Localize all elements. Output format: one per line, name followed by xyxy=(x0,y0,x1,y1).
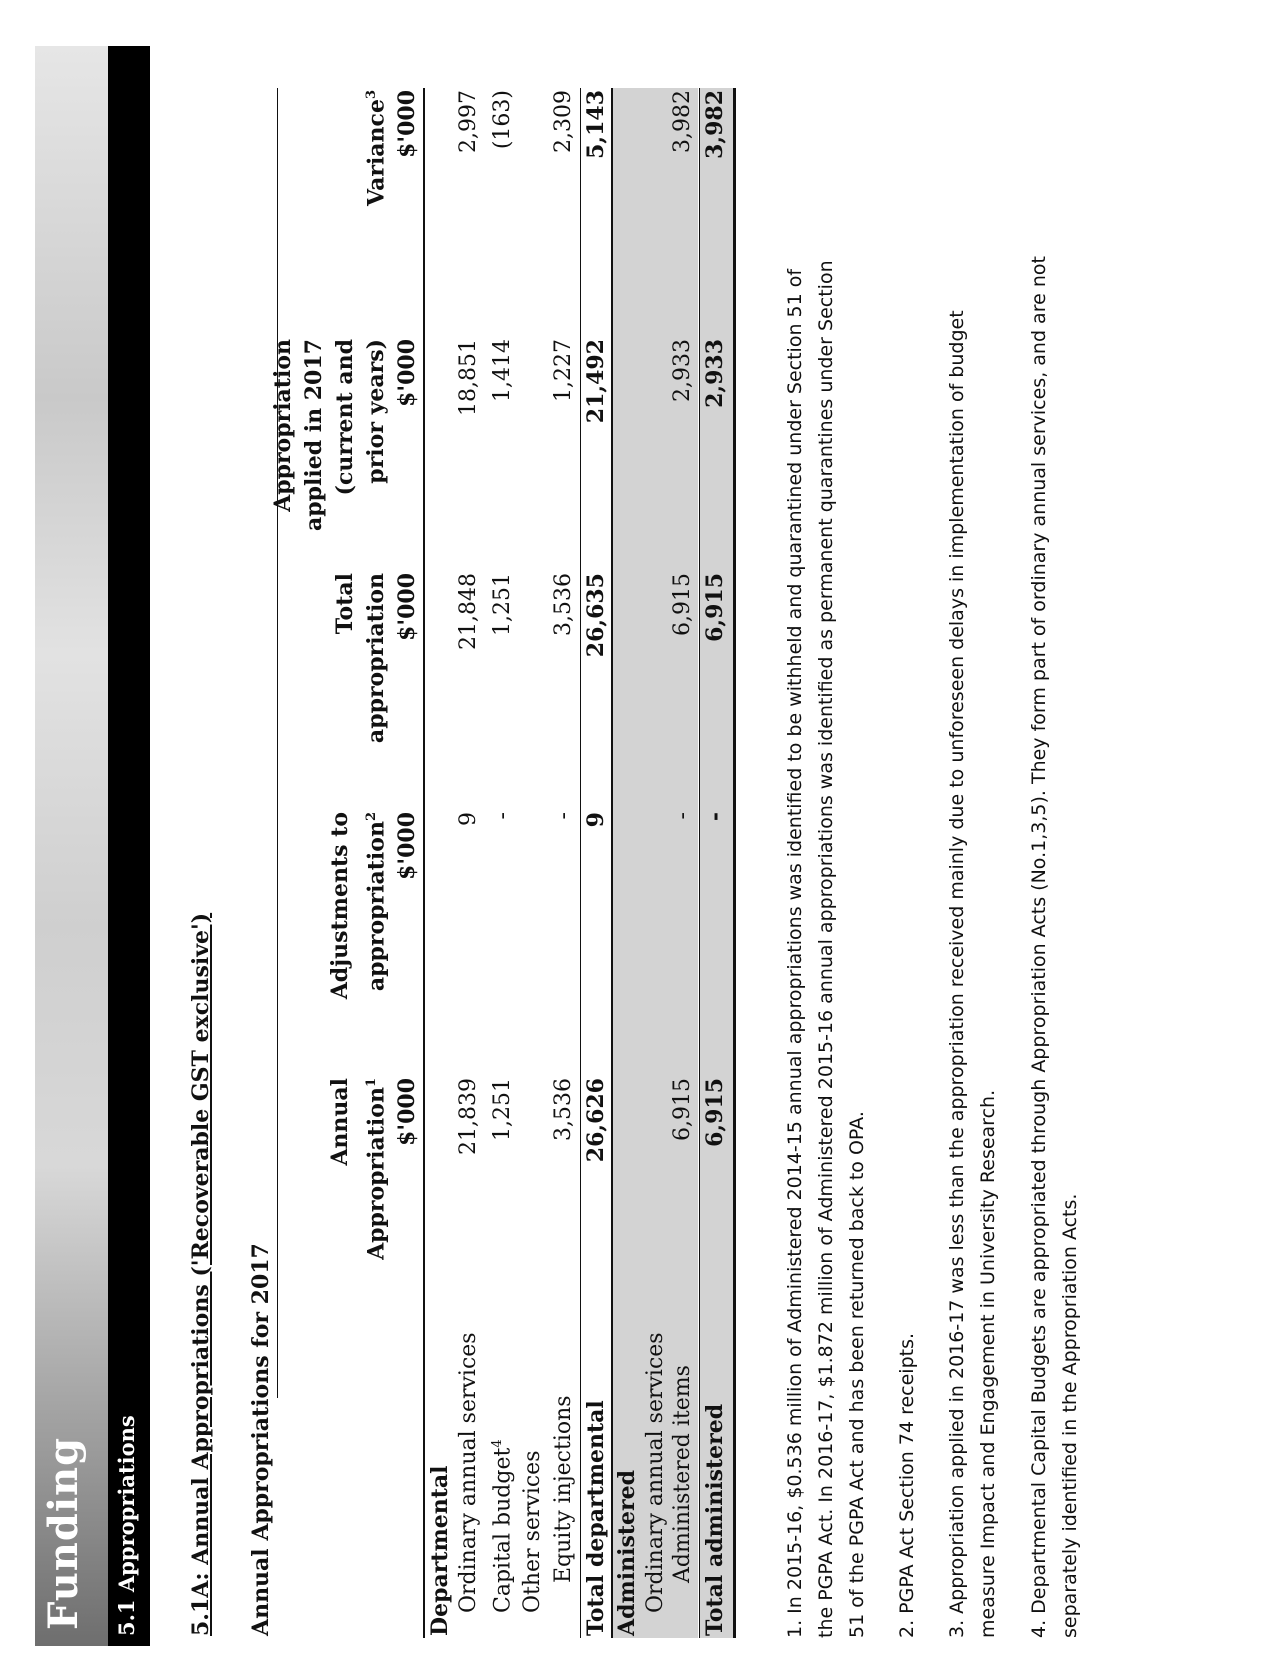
table-cell: 9 xyxy=(456,812,481,826)
table-bottom-rule xyxy=(733,88,736,1638)
table-cell: 21,839 xyxy=(456,1078,481,1155)
section-subtitle: 5.1 Appropriations xyxy=(114,1415,139,1636)
footnote-3 xyxy=(942,78,1004,1638)
table-cell: (163) xyxy=(490,90,515,150)
table-cell: 6,915 xyxy=(702,1078,728,1147)
col-header-line: $'000 xyxy=(394,1078,420,1146)
col-header-line: Adjustments to xyxy=(326,812,353,1000)
table-cell: 26,626 xyxy=(583,1078,609,1163)
table-cell: 2,933 xyxy=(670,339,695,402)
col-header-line: appropriation xyxy=(363,821,389,992)
footnote-line: 4. Departmental Capital Budgets are appropriated through Appropriation Acts (No.1,3,5). They form part of ordinary annual services, and are not xyxy=(1028,256,1050,1638)
row-label-other-services: Other services xyxy=(520,1450,545,1613)
table-cell: 3,536 xyxy=(551,573,576,636)
row-label: Capital budget xyxy=(490,1447,516,1613)
col-header-annual xyxy=(325,1078,423,1260)
table-cell: 6,915 xyxy=(670,573,695,636)
table-cell: - xyxy=(670,812,695,820)
row-label: Administered items xyxy=(670,1365,695,1583)
col-header-line: Variance xyxy=(363,99,389,206)
table-cell: 26,635 xyxy=(583,573,609,658)
table-cell: 3,536 xyxy=(551,1078,576,1141)
row-label-capital xyxy=(490,1439,515,1613)
table-cell: 2,997 xyxy=(456,90,481,153)
table-cell: 3,982 xyxy=(702,90,728,159)
footnote-line: separately identified in the Appropriation Acts. xyxy=(1059,1193,1081,1638)
footnote-line: the PGPA Act. In 2016-17, $1.872 million of Administered 2015-16 annual appropriations was identified as permanent quarantines under Section xyxy=(815,260,837,1638)
row-label: Equity injections xyxy=(551,1395,576,1583)
footnote-1 xyxy=(780,78,873,1638)
header-bottom-rule xyxy=(423,88,425,1638)
table-cell: 21,848 xyxy=(456,573,481,650)
footnote-ref: 2 xyxy=(363,812,379,822)
table-cell: 5,143 xyxy=(583,90,609,159)
footnote-ref: 1 xyxy=(363,1078,379,1088)
group-heading-departmental: Departmental xyxy=(427,1465,453,1636)
subheader-band xyxy=(108,46,150,1646)
section-heading: 5.1A: Annual Appropriations ('Recoverable GST exclusive') xyxy=(188,912,214,1636)
footnote-2 xyxy=(892,78,923,1638)
footnote-line: measure Impact and Engagement in University Research. xyxy=(977,1089,999,1638)
footnote-line: 1. In 2015-16, $0.536 million of Administered 2014-15 annual appropriations was identified to be withheld and quarantined under Section 51 of xyxy=(784,268,806,1638)
col-header-line: Appropriation xyxy=(363,1087,389,1260)
table-cell: 1,227 xyxy=(551,339,576,402)
col-header-line: $'000 xyxy=(394,339,420,407)
footnote-line: 51 of the PGPA Act and has been returned back to OPA. xyxy=(846,1111,868,1638)
col-header-line: applied in 2017 xyxy=(301,339,327,532)
col-header-line: Total xyxy=(332,573,358,635)
table-cell: 3,982 xyxy=(670,90,695,153)
table-cell: 18,851 xyxy=(456,339,481,416)
footnote-line: 3. Appropriation applied in 2016-17 was less than the appropriation received mainly due to unforeseen delays in implementation of budget xyxy=(946,310,968,1638)
departmental-bottom-rule xyxy=(611,88,613,1638)
group-heading-administered: Administered xyxy=(614,1470,640,1636)
subtotal-rule xyxy=(580,88,581,1638)
col-header-line: $'000 xyxy=(394,90,420,158)
footnote-line: 2. PGPA Act Section 74 receipts. xyxy=(896,1332,918,1638)
col-header-line: $'000 xyxy=(394,573,420,641)
page-title: Funding xyxy=(40,1436,87,1630)
table-cell: 1,414 xyxy=(490,339,515,402)
col-header-line: $'000 xyxy=(394,812,420,880)
row-label: Ordinary annual services xyxy=(456,1332,481,1613)
table-cell: 2,933 xyxy=(702,339,728,408)
col-header-variance xyxy=(356,90,423,206)
col-header-line: (current and xyxy=(332,339,358,496)
row-label-admin-ordinary: Ordinary annual services xyxy=(643,1332,668,1613)
col-header-line: appropriation xyxy=(363,573,389,744)
table-cell: 6,915 xyxy=(702,573,728,642)
table-cell: 1,251 xyxy=(490,573,515,636)
table-cell: 6,915 xyxy=(670,1078,695,1141)
col-header-line: Annual xyxy=(326,1078,353,1166)
footnote-4 xyxy=(1024,78,1086,1638)
table-cell: 2,309 xyxy=(551,90,576,153)
col-header-line: Appropriation xyxy=(270,339,296,512)
footnote-ref: 4 xyxy=(490,1439,505,1448)
col-header-total xyxy=(330,573,423,743)
header-band xyxy=(35,46,108,1646)
table-cell: - xyxy=(490,812,515,820)
table-cell: - xyxy=(551,812,576,820)
table-cell: 1,251 xyxy=(490,1078,515,1141)
col-header-line: prior years) xyxy=(363,339,389,484)
col-header-applied xyxy=(268,339,423,531)
col-header-adjustments xyxy=(325,812,423,999)
table-cell: - xyxy=(702,812,728,822)
table-top-rule xyxy=(277,88,278,1398)
row-label: Total departmental xyxy=(583,1400,609,1636)
footnote-ref: 3 xyxy=(363,90,379,100)
table-caption: Annual Appropriations for 2017 xyxy=(248,1243,274,1636)
row-label: Total administered xyxy=(702,1403,728,1636)
table-cell: 21,492 xyxy=(583,339,609,424)
table-cell: 9 xyxy=(583,812,609,828)
